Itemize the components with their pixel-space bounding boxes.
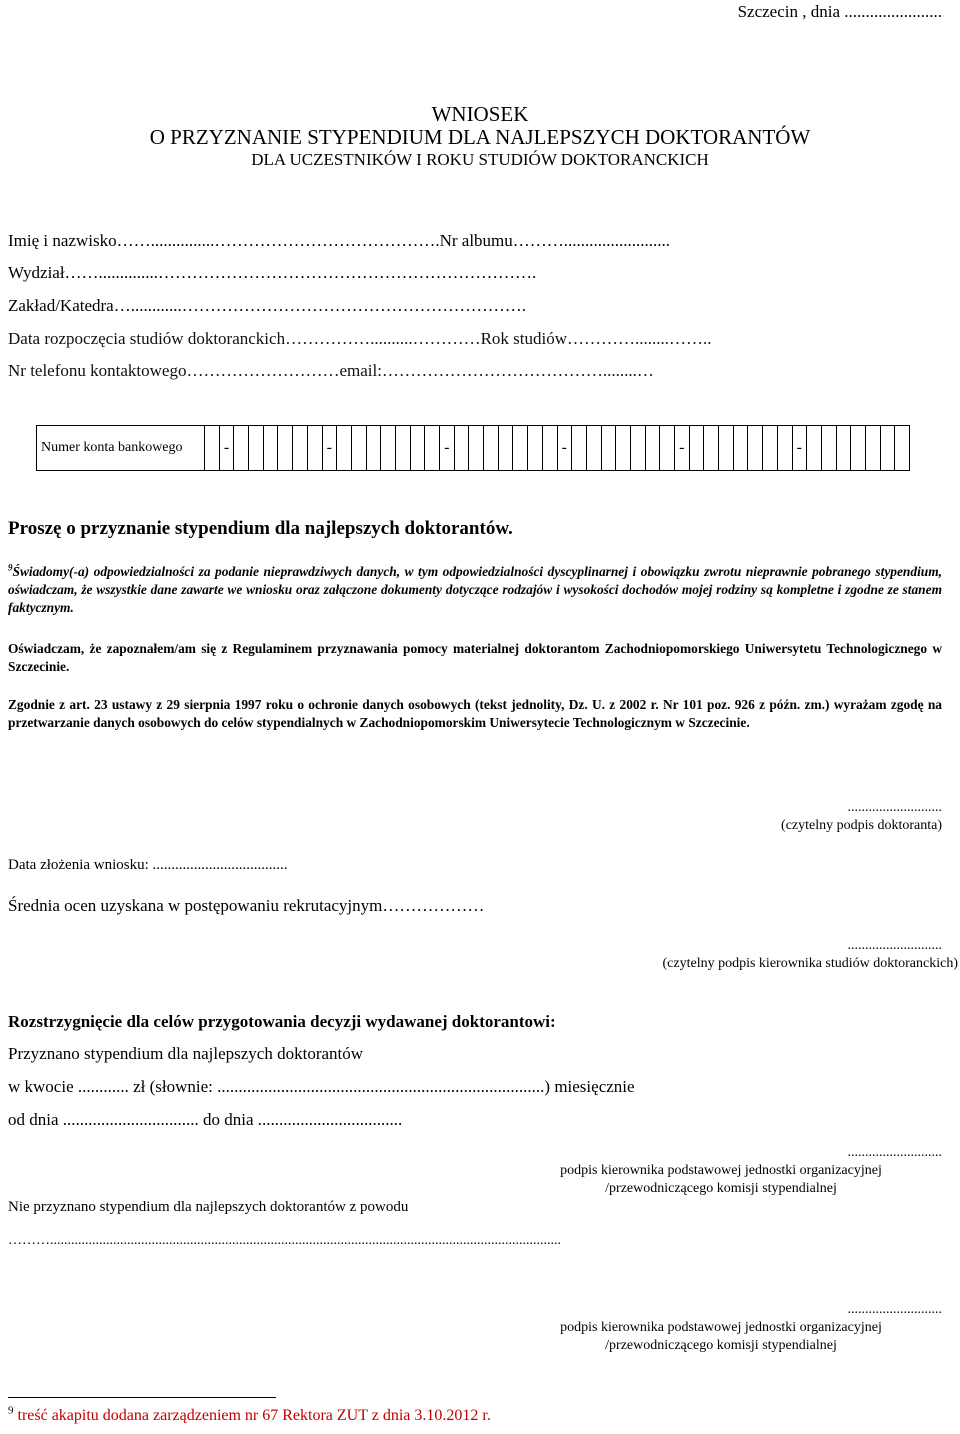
bank-digit-cell[interactable]: - [440, 426, 455, 470]
bank-digit-cell[interactable] [778, 426, 793, 470]
bank-digit-cell[interactable] [851, 426, 866, 470]
bank-digit-cell[interactable] [704, 426, 719, 470]
sig2-caption-1: podpis kierownika podstawowej jednostki organizacyjnej [560, 1320, 882, 1335]
bank-digit-cell[interactable]: - [220, 426, 235, 470]
bank-digit-cell[interactable] [719, 426, 734, 470]
footnote-text: treść akapitu dodana zarządzeniem nr 67 Rektora ZUT z dnia 3.10.2012 r. [17, 1407, 491, 1424]
place-date-line: Szczecin , dnia ....................... [737, 2, 942, 21]
bank-digit-cell[interactable] [602, 426, 617, 470]
declaration-regulations: Oświadczam, że zapoznałem/am się z Regulaminem przyznawania pomocy materialnej doktorantom Zachodniopomorskiego Uniwersytetu Technologicznego w Szczecinie. [8, 641, 942, 674]
sig1-caption-2: /przewodniczącego komisji stypendialnej [605, 1181, 837, 1196]
declaration-truthfulness [8, 563, 942, 617]
bank-digit-cell[interactable] [734, 426, 749, 470]
faculty-field: Wydział……..............…………………………………………………………. [8, 263, 537, 282]
bank-digit-cell[interactable] [249, 426, 264, 470]
bank-digit-cell[interactable] [660, 426, 675, 470]
bank-digit-cell[interactable]: - [793, 426, 808, 470]
footnote-number: 9 [8, 1404, 14, 1417]
bank-digit-cell[interactable] [381, 426, 396, 470]
bank-digit-cell[interactable] [881, 426, 896, 470]
bank-digit-cell[interactable] [572, 426, 587, 470]
bank-digit-cell[interactable] [690, 426, 705, 470]
bank-digit-cell[interactable] [425, 426, 440, 470]
bank-digit-cell[interactable] [513, 426, 528, 470]
bank-digit-cell[interactable] [528, 426, 543, 470]
bank-digit-cell[interactable] [455, 426, 470, 470]
bank-digit-cell[interactable]: - [558, 426, 573, 470]
request-statement: Proszę o przyznanie stypendium dla najlepszych doktorantów. [8, 518, 513, 539]
footnote-separator [8, 1397, 276, 1398]
bank-digit-cell[interactable] [352, 426, 367, 470]
bank-digit-cell[interactable] [293, 426, 308, 470]
bank-digit-cell[interactable] [234, 426, 249, 470]
student-signature-caption: (czytelny podpis doktoranta) [781, 818, 942, 833]
sig1-caption-1: podpis kierownika podstawowej jednostki organizacyjnej [560, 1163, 882, 1178]
footnote [8, 1404, 491, 1425]
bank-digit-cell[interactable] [367, 426, 382, 470]
bank-digit-cell[interactable] [587, 426, 602, 470]
bank-digit-cell[interactable]: - [675, 426, 690, 470]
bank-digit-cell[interactable] [763, 426, 778, 470]
bank-digit-cell[interactable] [748, 426, 763, 470]
reason-line: ……….................................................................................................................................................. [8, 1233, 561, 1248]
bank-digit-cell[interactable] [807, 426, 822, 470]
sig1-line: ........................... [847, 1145, 942, 1160]
sig2-line: ........................... [847, 1302, 942, 1317]
average-grade: Średnia ocen uzyskana w postępowaniu rekrutacyjnym……………… [8, 896, 485, 915]
bank-digit-cell[interactable] [631, 426, 646, 470]
submission-date: Data złożenia wniosku: .................................... [8, 857, 288, 873]
bank-digit-cell[interactable] [469, 426, 484, 470]
declaration-data-consent: Zgodnie z art. 23 ustawy z 29 sierpnia 1997 roku o ochronie danych osobowych (tekst jednolity, Dz. U. z 2002 r. Nr 101 poz. 926 z późn. zm.) wyrażam zgodę na przetwarzanie danych osobowych do celów stypendialnych w Zachodniopomorskim Uniwersytecie Technologicznym w Szczecinie. [8, 697, 942, 730]
bank-digit-cell[interactable] [646, 426, 661, 470]
name-album-field: Imię i nazwisko……...............………………………………….Nr albumu………......................... [8, 231, 671, 250]
department-field: Zakład/Katedra…............……………………………………………………. [8, 296, 526, 315]
bank-digit-cell[interactable] [205, 426, 220, 470]
phone-email-field: Nr telefonu kontaktowego………………………email:…………………………………........… [8, 361, 654, 380]
bank-digit-cell[interactable] [396, 426, 411, 470]
bank-digit-cell[interactable] [308, 426, 323, 470]
period-line: od dnia ................................ do dnia .................................. [8, 1110, 403, 1129]
bank-digit-cell[interactable] [337, 426, 352, 470]
head-signature-caption: (czytelny podpis kierownika studiów doktoranckich) [662, 956, 958, 971]
bank-digit-cell[interactable] [499, 426, 514, 470]
not-granted-line: Nie przyznano stypendium dla najlepszych doktorantów z powodu [8, 1199, 409, 1215]
bank-digit-cell[interactable] [866, 426, 881, 470]
amount-line: w kwocie ............ zł (słownie: .............................................................................) miesięcznie [8, 1077, 635, 1096]
bank-digit-cell[interactable] [278, 426, 293, 470]
document-subtitle: O PRZYZNANIE STYPENDIUM DLA NAJLEPSZYCH DOKTORANTÓW [149, 125, 811, 149]
head-signature-line: ........................... [847, 938, 942, 953]
student-signature-line: ........................... [847, 800, 942, 815]
bank-digit-cell[interactable] [895, 426, 909, 470]
footnote-marker: 9 [8, 562, 13, 573]
bank-digit-cell[interactable] [543, 426, 558, 470]
document-title: WNIOSEK [431, 102, 529, 126]
bank-account-cells [205, 426, 909, 470]
bank-digit-cell[interactable] [822, 426, 837, 470]
granted-line: Przyznano stypendium dla najlepszych doktorantów [8, 1044, 364, 1063]
start-date-field: Data rozpoczęcia studiów doktoranckich……………..........…………Rok studiów…………........…….. [8, 329, 712, 348]
bank-digit-cell[interactable] [484, 426, 499, 470]
bank-account-table [36, 425, 910, 471]
bank-digit-cell[interactable] [411, 426, 426, 470]
bank-account-label: Numer konta bankowego [37, 426, 205, 470]
bank-digit-cell[interactable] [837, 426, 852, 470]
sig2-caption-2: /przewodniczącego komisji stypendialnej [605, 1338, 837, 1353]
decision-heading: Rozstrzygnięcie dla celów przygotowania decyzji wydawanej doktorantowi: [8, 1012, 556, 1031]
bank-digit-cell[interactable]: - [323, 426, 338, 470]
bank-digit-cell[interactable] [264, 426, 279, 470]
declaration-truthfulness-text: Świadomy(-a) odpowiedzialności za podanie nieprawdziwych danych, w tym odpowiedzialności dyscyplinarnej i obowiązku zwrotu nieprawnie pobranego stypendium, oświadczam, że wszystkie dane zawarte we wniosku oraz załączone dokumenty dotyczące rodzajów i wysokości dochodów mojej rodziny są kompletne i zgodne ze stanem faktycznym. [8, 564, 942, 615]
document-subtitle-2: DLA UCZESTNIKÓW I ROKU STUDIÓW DOKTORANCKICH [251, 150, 709, 169]
bank-digit-cell[interactable] [616, 426, 631, 470]
